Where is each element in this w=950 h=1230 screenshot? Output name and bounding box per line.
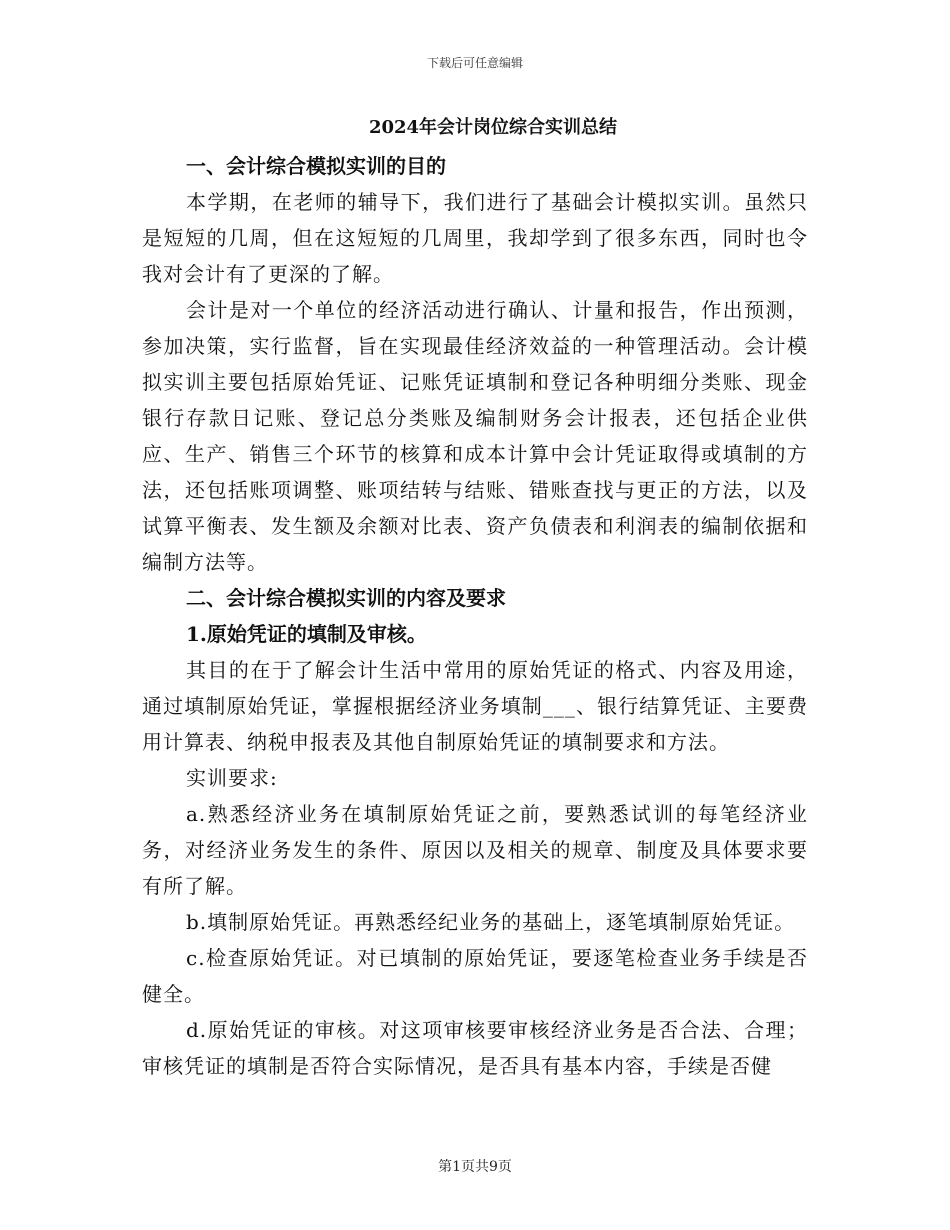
- header-note: 下载后可任意编辑: [426, 56, 523, 70]
- requirement-d: d.原始凭证的审核。对这项审核要审核经济业务是否合法、合理；审核凭证的填制是否符合实际情况，是否具有基本内容，手续是否健: [142, 1018, 808, 1078]
- section-2-heading: 二、会计综合模拟实训的内容及要求: [186, 586, 506, 610]
- requirement-c: c.检查原始凭证。对已填制的原始凭证，要逐笔检查业务手续是否健全。: [142, 946, 808, 1006]
- page-number-footer: 第1页共9页: [438, 1159, 512, 1175]
- requirement-b: b.填制原始凭证。再熟悉经纪业务的基础上，逐笔填制原始凭证。: [186, 910, 796, 934]
- requirements-label: 实训要求:: [186, 766, 278, 790]
- document-title: 2024年会计岗位综合实训总结: [368, 117, 618, 138]
- document-body: [142, 112, 808, 1084]
- section-2-subheading-1: 1.原始凭证的填制及审核。: [186, 622, 427, 646]
- section-1-heading: 一、会计综合模拟实训的目的: [186, 154, 446, 178]
- section-1-paragraph-2: 会计是对一个单位的经济活动进行确认、计量和报告，作出预测，参加决策，实行监督，旨在实现最佳经济效益的一种管理活动。会计模拟实训主要包括原始凭证、记账凭证填制和登记各种明细分类账、现金银行存款日记账、登记总分类账及编制财务会计报表，还包括企业供应、生产、销售三个环节的核算和成本计算中会计凭证取得或填制的方法，还包括账项调整、账项结转与结账、错账查找与更正的方法，以及试算平衡表、发生额及余额对比表、资产负债表和利润表的编制依据和编制方法等。: [142, 298, 808, 574]
- requirement-a: a.熟悉经济业务在填制原始凭证之前，要熟悉试训的每笔经济业务，对经济业务发生的条件、原因以及相关的规章、制度及具体要求要有所了解。: [142, 802, 808, 898]
- section-1-paragraph-1: 本学期，在老师的辅导下，我们进行了基础会计模拟实训。虽然只是短短的几周，但在这短短的几周里，我却学到了很多东西，同时也令我对会计有了更深的了解。: [142, 190, 808, 286]
- section-2-paragraph-1: 其目的在于了解会计生活中常用的原始凭证的格式、内容及用途，通过填制原始凭证，掌握根据经济业务填制___、银行结算凭证、主要费用计算表、纳税申报表及其他自制原始凭证的填制要求和方法。: [142, 658, 808, 754]
